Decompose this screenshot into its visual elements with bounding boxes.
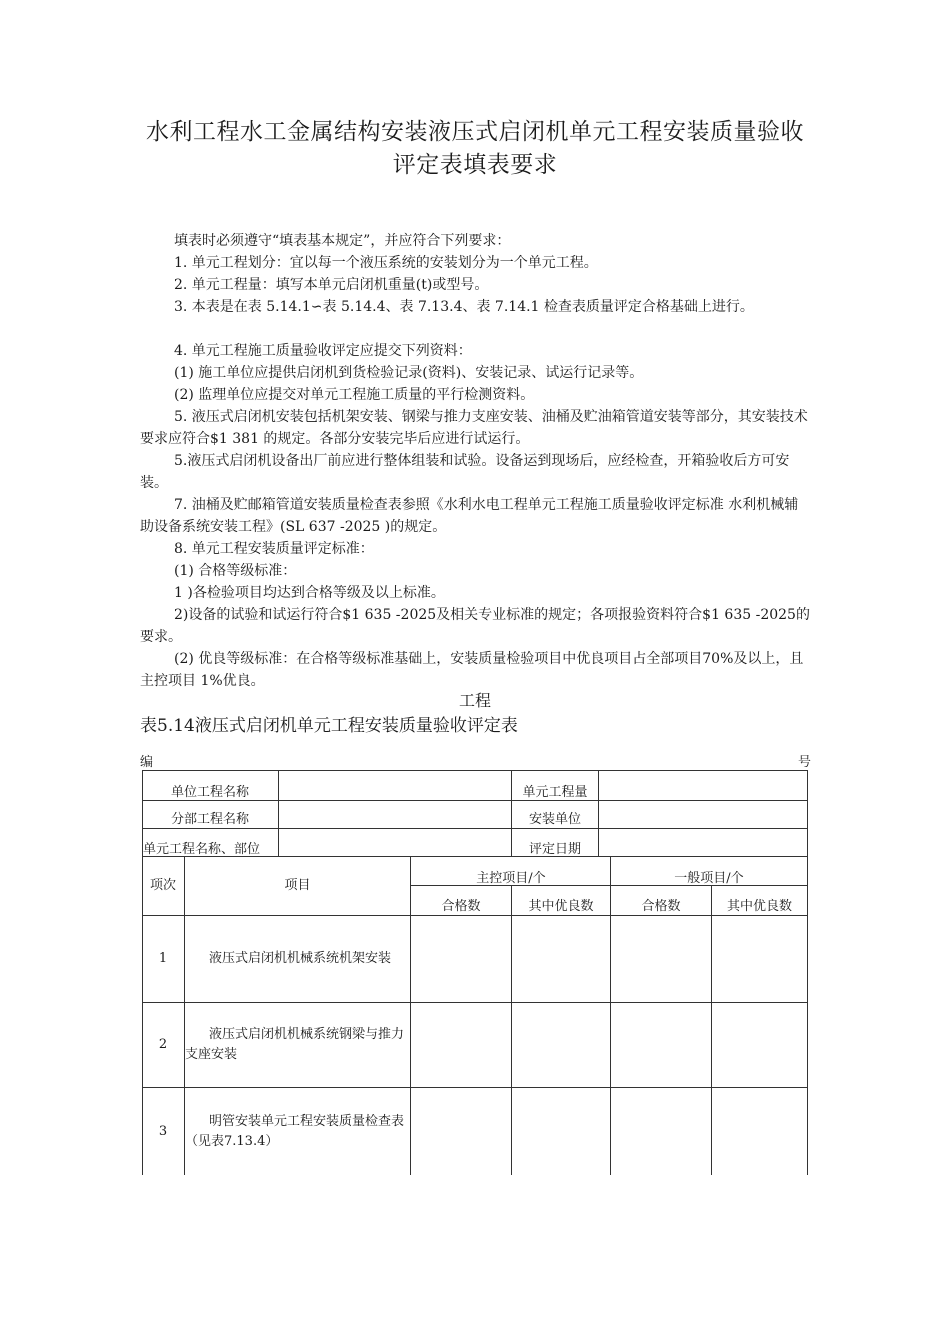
value-install-unit[interactable] bbox=[599, 801, 807, 828]
label-unit-project-name: 单位工程名称 bbox=[170, 785, 249, 800]
table-caption: 表5.14液压式启闭机单元工程安装质量验收评定表 bbox=[140, 716, 518, 736]
header-general-excellent: 其中优良数 bbox=[726, 899, 792, 914]
req-4-2: (2) 监理单位应提交对单元工程施工质量的平行检测资料。 bbox=[174, 387, 535, 403]
label-unit-quantity: 单元工程量 bbox=[522, 785, 588, 800]
header-main-excellent: 其中优良数 bbox=[528, 899, 594, 914]
label-assessment-date: 评定日期 bbox=[528, 842, 581, 857]
title-line-1: 水利工程水工金属结构安装液压式启闭机单元工程安装质量验收 bbox=[146, 119, 804, 145]
header-main-qualified: 合格数 bbox=[441, 899, 481, 914]
title-line-2: 评定表填表要求 bbox=[392, 152, 558, 178]
req-2: 2. 单元工程量：填写本单元启闭机重量(t)或型号。 bbox=[174, 277, 489, 293]
value-division-project-name[interactable] bbox=[279, 801, 511, 828]
req-8-1-2: 2)设备的试验和试运行符合$1 635 -2025及相关专业标准的规定；各项报验资料符合$1 635 -2025的要求。 bbox=[140, 607, 810, 645]
row-2-no: 2 bbox=[158, 1037, 168, 1052]
row-3-item bbox=[185, 1088, 409, 1175]
header-general-qualified: 合格数 bbox=[641, 899, 681, 914]
req-7: 7. 油桶及贮邮箱管道安装质量检查表参照《水利水电工程单元工程施工质量验收评定标准 水利机械辅助设备系统安装工程》(SL 637 -2025 )的规定。 bbox=[140, 497, 799, 535]
req-1: 1. 单元工程划分：宜以每一个液压系统的安装划分为一个单元工程。 bbox=[174, 255, 598, 271]
value-element-name-location[interactable] bbox=[279, 829, 511, 856]
project-label: 工程 bbox=[458, 691, 491, 710]
assessment-table bbox=[142, 770, 808, 1175]
header-general: 一般项目/个 bbox=[674, 870, 744, 886]
req-8-1-1: 1 )各检验项目均达到合格等级及以上标准。 bbox=[174, 585, 445, 601]
req-4-1: (1) 施工单位应提供启闭机到货检验记录(资料)、安装记录、试运行记录等。 bbox=[174, 365, 644, 381]
req-6: 5.液压式启闭机设备出厂前应进行整体组装和试验。设备运到现场后，应经检查，开箱验收后方可安装。 bbox=[140, 453, 790, 491]
req-8: 8. 单元工程安装质量评定标准： bbox=[174, 541, 374, 557]
header-item: 项目 bbox=[284, 877, 311, 893]
row-3-no: 3 bbox=[158, 1123, 168, 1139]
number-label-left: 编 bbox=[140, 755, 154, 770]
intro-paragraph: 填表时必须遵守“填表基本规定”，并应符合下列要求： bbox=[174, 233, 511, 249]
row-1-item: 液压式启闭机机械系统机架安装 bbox=[209, 951, 392, 966]
row-2-item-text: 液压式启闭机机械系统钢梁与推力支座安装 bbox=[185, 1027, 405, 1062]
value-unit-project-name[interactable] bbox=[279, 770, 511, 800]
req-8-2: (2) 优良等级标准：在合格等级标准基础上，安装质量检验项目中优良项目占全部项目70%及以上，且主控项目 1%优良。 bbox=[140, 651, 804, 689]
header-main-control: 主控项目/个 bbox=[476, 870, 546, 886]
value-assessment-date[interactable] bbox=[599, 829, 807, 856]
req-4: 4. 单元工程施工质量验收评定应提交下列资料： bbox=[174, 343, 472, 359]
req-3: 3. 本表是在表 5.14.1∽表 5.14.4、表 7.13.4、表 7.14.1 检查表质量评定合格基础上进行。 bbox=[174, 299, 754, 315]
req-5: 5. 液压式启闭机安装包括机架安装、钢梁与推力支座安装、油桶及贮油箱管道安装等部分，其安装技术要求应符合$1 381 的规定。各部分安装完毕后应进行试运行。 bbox=[140, 409, 808, 447]
req-8-1: (1) 合格等级标准： bbox=[174, 563, 297, 579]
number-label-right: 号 bbox=[798, 755, 812, 770]
label-element-name-location: 单元工程名称、部位 bbox=[143, 842, 261, 857]
document-title bbox=[120, 116, 830, 182]
header-seq: 项次 bbox=[149, 877, 176, 893]
value-unit-quantity[interactable] bbox=[599, 770, 807, 800]
label-division-project-name: 分部工程名称 bbox=[170, 812, 249, 827]
row-3-item-text: 明管安装单元工程安装质量检查表（见表7.13.4） bbox=[185, 1113, 405, 1149]
label-install-unit: 安装单位 bbox=[528, 812, 581, 827]
row-2-item bbox=[185, 1003, 409, 1087]
row-1-no: 1 bbox=[158, 951, 168, 966]
